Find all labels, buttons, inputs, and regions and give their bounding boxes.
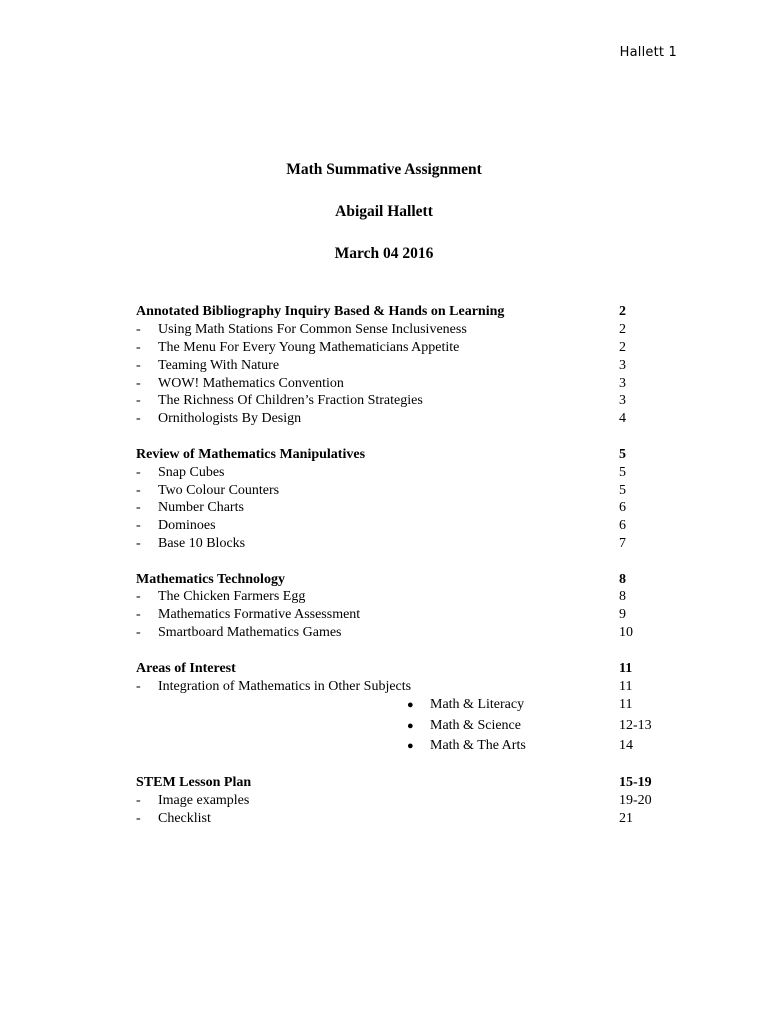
toc-item-label: Mathematics Formative Assessment [158,607,361,623]
toc-item: - Checklist 21 [136,810,633,826]
toc-page-number: 11 [619,697,633,713]
toc-heading-label: Annotated Bibliography Inquiry Based & Hands on Learning [136,304,505,319]
toc-item-label: WOW! Mathematics Convention [158,375,344,391]
toc-heading-label: Areas of Interest [136,660,236,676]
toc-page-number: 4 [619,411,626,427]
toc-page-number: 9 [619,607,626,623]
toc-item-label: Integration of Mathematics in Other Subjects [158,678,412,694]
toc-item-label: Teaming With Nature [158,357,280,373]
toc-item-label: Snap Cubes [158,464,225,480]
toc-item: - Integration of Mathematics in Other Subjects 11 [136,678,633,694]
table-of-contents [136,303,656,845]
toc-item: - The Richness Of Children’s Fraction Strategies 3 [136,393,626,409]
bullet-icon: ● [407,740,414,753]
toc-item-label: Number Charts [158,500,244,516]
toc-page-number: 19-20 [619,792,652,808]
toc-item-label: Two Colour Counters [158,482,280,498]
toc-section-stem [136,774,656,828]
toc-page-number: 3 [619,375,626,391]
toc-item-label: The Richness Of Children’s Fraction Strategies [158,393,423,409]
author-name: Abigail Hallett [335,203,433,220]
toc-item-label: The Chicken Farmers Egg [158,589,306,605]
toc-heading [136,303,656,321]
toc-item: - Dominoes 6 [136,518,626,534]
toc-item: - Number Charts 6 [136,500,626,516]
toc-subitem [136,736,656,756]
toc-section-manipulatives [136,446,656,553]
toc-heading-label: Review of Mathematics Manipulatives [136,446,366,462]
toc-section-technology [136,571,656,643]
toc-item: - The Chicken Farmers Egg 8 [136,589,626,605]
toc-item: - Two Colour Counters 5 [136,482,626,498]
toc-section-bibliography [136,303,656,428]
toc-item-label: Base 10 Blocks [158,536,246,552]
toc-item: - Base 10 Blocks 7 [136,536,626,552]
bullet-icon: ● [407,699,414,712]
toc-heading [136,446,656,464]
toc-heading [136,571,656,589]
toc-item: - Teaming With Nature 3 [136,357,626,373]
toc-item-label: Smartboard Mathematics Games [158,625,342,641]
toc-item: - Smartboard Mathematics Games 10 [136,625,633,641]
toc-page-number: 7 [619,536,626,552]
toc-item: - Snap Cubes 5 [136,464,626,480]
toc-page-number: 11 [619,678,633,694]
toc-item: - Using Math Stations For Common Sense Inclusiveness 2 [136,321,626,337]
toc-item-label: Image examples [158,792,250,808]
toc-page-number: 2 [619,339,626,355]
toc-item: - The Menu For Every Young Mathematicians Appetite 2 [136,339,626,355]
toc-item: - Image examples 19-20 [136,792,652,808]
running-header: Hallett 1 [619,45,677,60]
toc-heading [136,660,656,678]
document-date: March 04 2016 [334,245,434,262]
toc-item-label: Ornithologists By Design [158,411,302,427]
toc-page-number: 5 [619,446,626,462]
toc-page-number: 10 [619,625,633,641]
toc-page-number: 14 [619,738,633,754]
toc-page-number: 8 [619,589,626,605]
toc-item: - Mathematics Formative Assessment 9 [136,607,626,623]
toc-page-number: 8 [619,571,626,587]
toc-item: - WOW! Mathematics Convention 3 [136,375,626,391]
toc-item-label: Using Math Stations For Common Sense Inclusiveness [158,321,467,337]
toc-section-areas-of-interest [136,660,656,757]
document-title: Math Summative Assignment [286,161,482,178]
toc-page-number: 2 [619,321,626,337]
toc-page-number: 11 [619,660,633,676]
toc-page-number: 5 [619,464,626,480]
toc-page-number: 3 [619,357,626,373]
toc-page-number: 15-19 [619,774,652,790]
toc-page-number: 2 [619,304,626,319]
toc-item: - Ornithologists By Design 4 [136,411,626,427]
toc-item-label: The Menu For Every Young Mathematicians Appetite [158,339,460,355]
toc-subitem [136,716,656,736]
toc-subitem-label: Math & Science [430,717,521,733]
toc-subitem-label: Math & Literacy [430,697,525,713]
toc-page-number: 6 [619,500,626,516]
bullet-icon: ● [407,719,414,732]
toc-page-number: 21 [619,810,633,826]
toc-page-number: 3 [619,393,626,409]
toc-page-number: 6 [619,518,626,534]
toc-heading-label: STEM Lesson Plan [136,774,252,790]
toc-page-number: 5 [619,482,626,498]
toc-item-label: Dominoes [158,518,216,534]
toc-heading [136,774,656,792]
toc-subitem-label: Math & The Arts [430,738,526,754]
toc-item-label: Checklist [158,810,211,826]
toc-page-number: 12-13 [619,717,652,733]
toc-heading-label: Mathematics Technology [136,571,285,587]
toc-subitem [136,695,656,715]
